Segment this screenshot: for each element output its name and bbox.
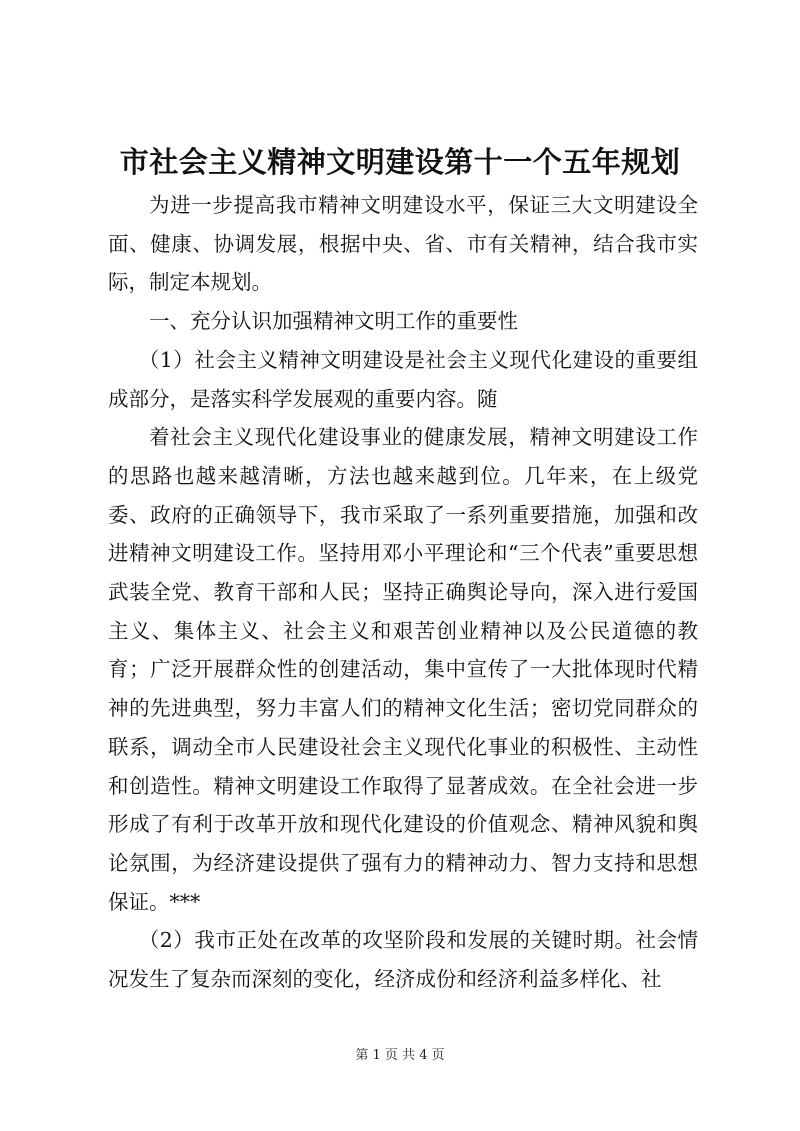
document-body (108, 186, 698, 999)
intro-paragraph: 为进一步提高我市精神文明建设水平，保证三大文明建设全面、健康、协调发展，根据中央、省、市有关精神，结合我市实际，制定本规划。 (108, 193, 698, 295)
point-1-paragraph: （1）社会主义精神文明建设是社会主义现代化建设的重要组成部分，是落实科学发展观的重要内容。随 (108, 347, 698, 411)
body-paragraph: 着社会主义现代化建设事业的健康发展，精神文明建设工作的思路也越来越清晰，方法也越来越到位。几年来，在上级党委、政府的正确领导下，我市采取了一系列重要措施，加强和改进精神文明建设工作。坚持用邓小平理论和“三个代表”重要思想武装全党、教育干部和人民；坚持正确舆论导向，深入进行爱国主义、集体主义、社会主义和艰苦创业精神以及公民道德的教育；广泛开展群众性的创建活动，集中宣传了一大批体现时代精神的先进典型，努力丰富人们的精神文化生活；密切党同群众的联系，调动全市人民建设社会主义现代化事业的积极性、主动性和创造性。精神文明建设工作取得了显著成效。在全社会进一步形成了有利于改革开放和现代化建设的价值观念、精神风貌和舆论氛围，为经济建设提供了强有力的精神动力、智力支持和思想保证。*** (108, 425, 698, 914)
section-heading-1: 一、充分认识加强精神文明工作的重要性 (149, 309, 518, 334)
page-number-footer: 第 1 页 共 4 页 (355, 1048, 445, 1063)
document-title: 市社会主义精神文明建设第十一个五年规划 (119, 145, 681, 179)
point-2-paragraph: （2）我市正处在改革的攻坚阶段和发展的关键时期。社会情况发生了复杂而深刻的变化，经济成份和经济利益多样化、社 (108, 928, 698, 992)
